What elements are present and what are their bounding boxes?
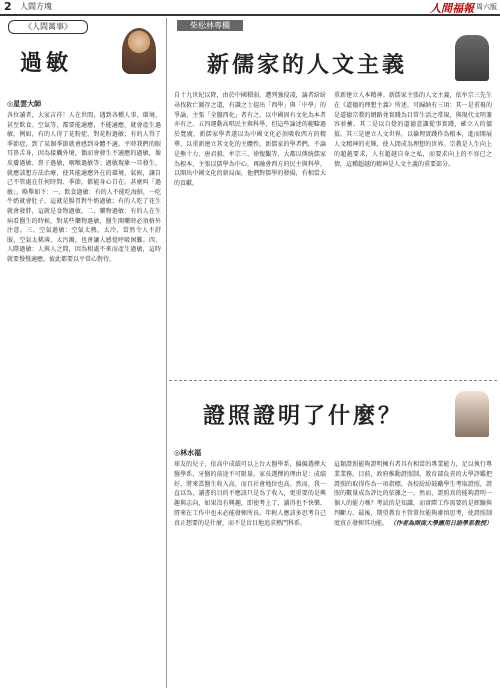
page-number: 2 [4,0,12,13]
article-guoming [4,19,162,689]
article-body [174,91,494,372]
article-author: ◎星雲大師 [7,100,42,108]
author-photo [455,391,489,437]
author-photo [455,35,489,81]
column-divider [166,18,167,688]
article-zhengzhao [171,386,497,689]
article-title: 新儒家的人文主義 [207,52,408,78]
article-text-right [334,460,492,682]
author-signature: （作者為開南大學應用日語學系教授） [389,519,492,527]
section-name: 人間方塊 [20,2,52,11]
column-tag: 《人間萬事》 [8,20,88,34]
article-text: 這類證照能夠證明擁有者具有相當的專業能力，足以執行專業業務。目前，政府推動證照制，教育部負責的大學評鑑把證照的取得作為一項指標，各校紛紛鼓勵學生考取證照，證照的數量成為評比的依據之一。然而，證照真的能夠證明一個人的能力嗎？考試的是知識，而實際工作需要的是經驗與判斷力。最後，期望教育主管單位能夠審慎思考，使證照制度真正發揮其功能。 [334,461,492,527]
article-text-left: 自十九世紀以降，由於中國積弱，遭列強侵凌，論者紛紛尋找救亡圖存之道，有識之士提出「西學」與「中學」的爭論，主張「全盤西化」者有之，以中國固有文化為本者亦有之。五四運動高唱民主與科學，但這些論述的範疇過於寬廣，新儒家學者遂以為中國文化必須吸收西方的精華，以重新建立其文化的主體性。新儒家的學者們，不論是熊十力、唐君毅、牟宗三、徐復觀等，大都以傳統儒家為根本，主張以儒學為中心，再融會西方的民主與科學，以開出中國文化的新局面，他們對儒學的發揚，有相當大的貢獻。 [174,92,326,188]
column-tag: 柴松林專欄 [177,20,243,31]
page-header [0,0,500,16]
brand-logo: 人間福報 [430,2,474,15]
article-text-right: 重新建立人本精神。新儒家主張的人文主義，依牟宗三先生在《道德的理想主義》所述，可歸納有三項：其一是重視的是道德宗教的網路並實踐為目常生活之常規，與現代文明兼容並蓄。其二是以自覺的道德意識從事實踐，確立人的價值。其三是建立人文世界，以倫理實踐作為根本，進而開展人文精神的光輝，使人間成為理想的世界。宗教是人生向上的超越要求，人有超越自身之私，而要求向上的不容已之情，這種超越的精神是人文主義的重要部分。 [334,92,492,168]
article-title: 過敏 [20,50,73,76]
article-text-left: 球友的兒子，依高中成績可以上台大醫學系，偏偏選擇大醫學系，牙醫的前途不可限量。家長選擇的理由是：成績好，將來當醫生收入高，而且社會地位也高。然而，我一直以為，讀書的目的不應該只是為了收入，更重要的是興趣與志向，如果沒有興趣，即使考上了，讀得也不快樂，將來在工作中也未必能發揮所長。年輕人應該多思考自己真正想要的是什麼，而不是盲目地追求熱門科系。 [174,461,326,527]
article-author: ◎林水福 [174,449,202,457]
article-rujia [171,19,497,374]
article-body: 各位讀者，大家吉祥！人在世間，遇到各種人事、環境、甚至飲食、空氣等，都要能適應，不能適應，就會產生過敏。例如，有的人得了花粉症，對花粉過敏；有的人得了季節症，到了某個季節就會感到身體不適。平時我們的眼耳鼻舌身，因為接觸外境，偶而會發生不適應的過敏，像皮膚過敏、鼻子過敏，咽喉過敏等；過敏現象一旦發生，就應該想方法治療，使其能適應外在的環境、氣候，讓自己不管處在任何時間、季節，都能身心自在。甚麼叫「過敏」，略舉如下：一、飲食過敏：有的人不能吃海鮮，一吃牛奶就會肚子，這就是腸胃對牛奶過敏；有的人吃了花生就會發胖，這就是食物過敏。二、藥物過敏：有的人在生病看醫生的時候，對某些藥物過敏，醫生開藥時必須格外注意。三、空氣過敏：空氣太熱、太冷，當然令人不舒服，空氣太稀薄，太污濁，也會讓人感覺呼吸困難。四、人際過敏：人與人之間，因為相處不來而產生過敏，這時就要慢慢適應，彼此都要以平常心對待。 [7,112,161,263]
article-body [174,460,494,682]
section-divider [169,380,497,382]
article-title: 證照證明了什麼？ [203,403,404,429]
edition-label: 周六版 [476,3,497,11]
author-photo [122,28,156,74]
